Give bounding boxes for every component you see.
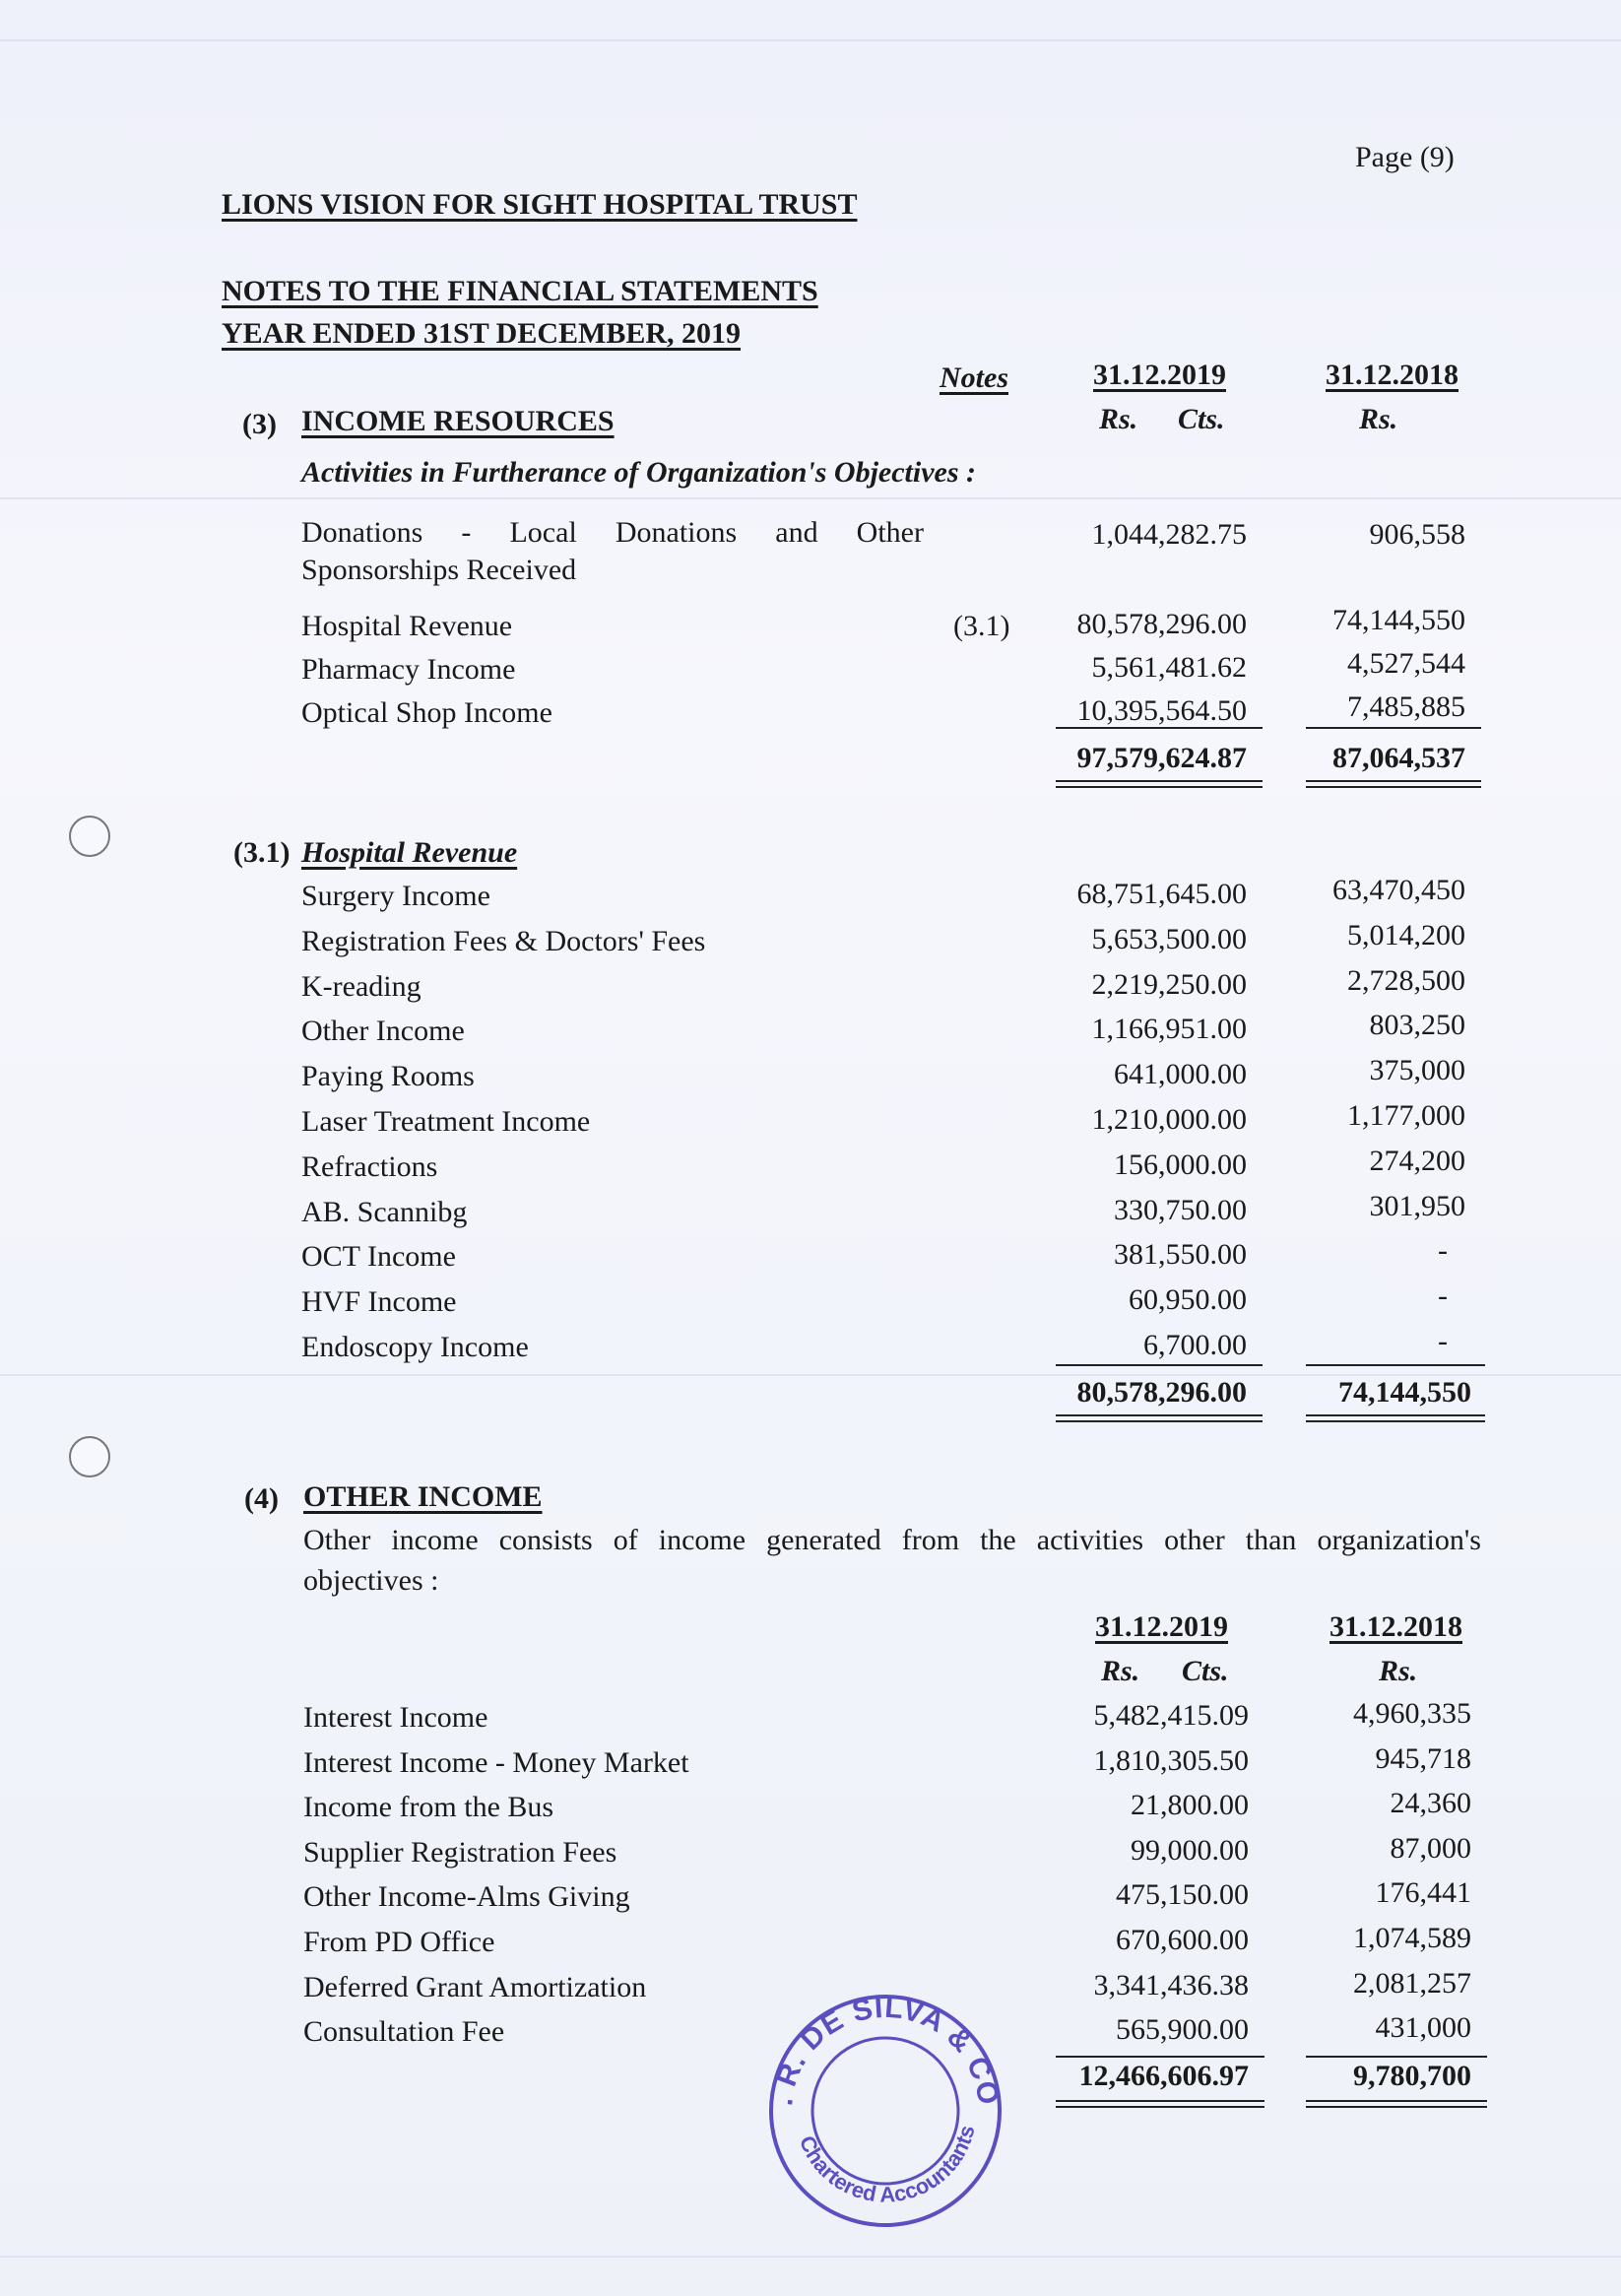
hospital-revenue-value-2019: 6,700.00 <box>1143 1329 1247 1361</box>
section-subtitle: Activities in Furtherance of Organization's Objectives : <box>301 456 977 489</box>
description-word: organization's <box>1317 1524 1481 1556</box>
notes-column-header: Notes <box>940 361 1008 394</box>
other-income-value-2018: 87,000 <box>1390 1831 1471 1865</box>
other-income-value-2019: 565,900.00 <box>1116 2013 1249 2047</box>
description-word: income <box>391 1524 479 1556</box>
other-income-row-label: Consultation Fee <box>303 2015 505 2049</box>
total-double-rule-2018 <box>1306 1414 1485 1422</box>
total-double-rule-2019 <box>1056 1414 1263 1422</box>
other-income-value-2018: 2,081,257 <box>1353 1966 1471 2000</box>
currency-header-2019: Rs. <box>1099 403 1138 435</box>
description-word: generated <box>766 1524 881 1556</box>
donations-word: Other <box>856 516 924 549</box>
description-word: consists <box>498 1524 593 1556</box>
hospital-revenue-row-label: Paying Rooms <box>301 1060 475 1093</box>
income-row-label: Optical Shop Income <box>301 696 552 729</box>
section3-total-2018: 87,064,537 <box>1332 742 1465 774</box>
hospital-revenue-value-2018: - <box>1438 1325 1448 1357</box>
hospital-revenue-value-2019: 330,750.00 <box>1114 1193 1247 1226</box>
other-income-value-2018: 1,074,589 <box>1353 1922 1471 1954</box>
other-income-row-label: Interest Income <box>303 1701 488 1734</box>
hospital-revenue-value-2018: 63,470,450 <box>1332 874 1465 906</box>
hospital-revenue-value-2019: 2,219,250.00 <box>1091 967 1247 1001</box>
section-title: OTHER INCOME <box>303 1480 543 1513</box>
punch-hole-top <box>69 816 110 857</box>
page-number: Page (9) <box>1355 141 1455 173</box>
document-title: NOTES TO THE FINANCIAL STATEMENTS <box>222 275 818 307</box>
donations-value-2018: 906,558 <box>1369 518 1465 551</box>
section-number: (3) <box>242 408 277 440</box>
hospital-revenue-value-2019: 156,000.00 <box>1114 1148 1247 1181</box>
hospital-revenue-value-2019: 68,751,645.00 <box>1076 878 1247 910</box>
donations-value-2019: 1,044,282.75 <box>1091 518 1247 551</box>
other-income-row-label: Supplier Registration Fees <box>303 1835 617 1869</box>
section-number: (4) <box>244 1482 279 1515</box>
section31-total-2019: 80,578,296.00 <box>1076 1376 1247 1409</box>
description-word: income <box>658 1524 746 1556</box>
organization-name: LIONS VISION FOR SIGHT HOSPITAL TRUST <box>222 188 858 221</box>
donations-word: Local <box>509 516 577 549</box>
other-income-value-2018: 945,718 <box>1375 1741 1471 1775</box>
subsection-title: Hospital Revenue <box>301 836 518 869</box>
subsection-number: (3.1) <box>233 836 291 869</box>
hospital-revenue-row-label: OCT Income <box>301 1240 456 1274</box>
svg-text:Chartered Accountants: Chartered Accountants <box>794 2123 980 2207</box>
other-income-value-2019: 3,341,436.38 <box>1093 1968 1249 2001</box>
other-income-value-2018: 431,000 <box>1375 2011 1471 2045</box>
other-income-value-2019: 99,000.00 <box>1131 1833 1249 1867</box>
income-row-label: Hospital Revenue <box>301 610 513 642</box>
subtotal-rule-2019 <box>1056 1364 1263 1366</box>
income-row-value-2019: 80,578,296.00 <box>1076 608 1247 640</box>
subtotal-rule-2018 <box>1306 1364 1485 1366</box>
hospital-revenue-value-2019: 641,000.00 <box>1114 1058 1247 1091</box>
hospital-revenue-row-label: HVF Income <box>301 1285 457 1319</box>
hospital-revenue-row-label: Laser Treatment Income <box>301 1105 591 1138</box>
description-word: than <box>1245 1524 1297 1556</box>
other-income-value-2018: 4,960,335 <box>1353 1697 1471 1730</box>
other-income-row-label: From PD Office <box>303 1926 495 1958</box>
hospital-revenue-value-2019: 381,550.00 <box>1114 1238 1247 1272</box>
other-income-row-label: Deferred Grant Amortization <box>303 1970 647 2003</box>
section4-total-2019: 12,466,606.97 <box>1078 2060 1249 2092</box>
total-double-rule-2019 <box>1056 780 1263 788</box>
donations-label-line1 <box>301 515 924 551</box>
description-word: activities <box>1036 1524 1144 1556</box>
income-row-label: Pharmacy Income <box>301 653 516 686</box>
other-income-value-2019: 21,800.00 <box>1131 1789 1249 1822</box>
income-row-value-2019: 10,395,564.50 <box>1076 694 1247 727</box>
section3-total-2019: 97,579,624.87 <box>1076 742 1247 774</box>
hospital-revenue-row-label: Other Income <box>301 1015 465 1048</box>
subtotal-rule-2019 <box>1056 2056 1264 2058</box>
donations-label-line2: Sponsorships Received <box>301 554 577 586</box>
description-word: from <box>901 1524 960 1556</box>
description-word: Other <box>303 1524 371 1556</box>
hospital-revenue-value-2018: 274,200 <box>1369 1144 1465 1177</box>
total-double-rule-2019 <box>1056 2100 1264 2108</box>
cents-header-2019: Cts. <box>1182 1655 1229 1687</box>
hospital-revenue-value-2018: 1,177,000 <box>1347 1099 1465 1132</box>
section4-description-line2: objectives : <box>303 1564 439 1597</box>
other-income-row-label: Income from the Bus <box>303 1791 554 1824</box>
section-title: INCOME RESOURCES <box>301 405 615 437</box>
auditor-stamp <box>758 1984 1012 2238</box>
donations-word: and <box>775 516 818 549</box>
hospital-revenue-row-label: K-reading <box>301 969 421 1003</box>
svg-text:B. R. DE SILVA & CO.: B. R. DE SILVA & CO. <box>757 1983 1005 2108</box>
hospital-revenue-value-2019: 1,210,000.00 <box>1091 1103 1247 1136</box>
punch-hole-bottom <box>69 1436 110 1477</box>
hospital-revenue-value-2018: 301,950 <box>1369 1189 1465 1222</box>
description-word: the <box>980 1524 1016 1556</box>
hospital-revenue-row-label: Refractions <box>301 1149 438 1183</box>
section4-description-line1 <box>303 1523 1481 1558</box>
subtotal-rule-2018 <box>1306 727 1481 729</box>
hospital-revenue-row-label: Surgery Income <box>301 880 490 912</box>
donations-word: Donations <box>615 516 738 549</box>
year-2018-header: 31.12.2018 <box>1329 1610 1462 1643</box>
subtotal-rule-2018 <box>1306 2056 1487 2058</box>
currency-header-2018: Rs. <box>1379 1655 1418 1687</box>
donations-word: Donations <box>301 516 423 549</box>
currency-header-2018: Rs. <box>1359 403 1398 435</box>
other-income-value-2019: 475,150.00 <box>1116 1878 1249 1912</box>
hospital-revenue-value-2019: 1,166,951.00 <box>1091 1013 1247 1046</box>
section4-total-2018: 9,780,700 <box>1353 2060 1471 2092</box>
year-2019-header: 31.12.2019 <box>1093 359 1226 391</box>
note-reference: (3.1) <box>953 610 1010 642</box>
other-income-value-2018: 24,360 <box>1390 1787 1471 1820</box>
hospital-revenue-value-2019: 60,950.00 <box>1129 1283 1247 1317</box>
other-income-value-2018: 176,441 <box>1375 1876 1471 1910</box>
income-row-value-2018: 74,144,550 <box>1332 604 1465 636</box>
section31-total-2018: 74,144,550 <box>1338 1376 1471 1409</box>
hospital-revenue-value-2018: 375,000 <box>1369 1054 1465 1087</box>
hospital-revenue-row-label: Registration Fees & Doctors' Fees <box>301 924 706 957</box>
document-period: YEAR ENDED 31ST DECEMBER, 2019 <box>222 317 742 350</box>
hospital-revenue-value-2019: 5,653,500.00 <box>1091 922 1247 955</box>
total-double-rule-2018 <box>1306 780 1481 788</box>
income-row-value-2018: 4,527,544 <box>1347 647 1465 680</box>
year-2018-header: 31.12.2018 <box>1326 359 1459 391</box>
currency-header-2019: Rs. <box>1101 1655 1140 1687</box>
description-word: of <box>613 1524 638 1556</box>
hospital-revenue-value-2018: 2,728,500 <box>1347 963 1465 997</box>
hospital-revenue-value-2018: - <box>1438 1279 1448 1313</box>
hospital-revenue-row-label: AB. Scannibg <box>301 1195 468 1228</box>
hospital-revenue-value-2018: 5,014,200 <box>1347 918 1465 951</box>
description-word: other <box>1164 1524 1225 1556</box>
other-income-row-label: Interest Income - Money Market <box>303 1745 689 1779</box>
hospital-revenue-value-2018: - <box>1438 1234 1448 1268</box>
income-row-value-2018: 7,485,885 <box>1347 690 1465 723</box>
income-row-value-2019: 5,561,481.62 <box>1091 651 1247 684</box>
stamp-seal-icon <box>758 1984 1012 2238</box>
year-2019-header: 31.12.2019 <box>1095 1610 1228 1643</box>
hospital-revenue-row-label: Endoscopy Income <box>301 1331 529 1363</box>
other-income-value-2019: 5,482,415.09 <box>1093 1699 1249 1732</box>
donations-word: - <box>461 516 472 549</box>
subtotal-rule-2019 <box>1056 727 1263 729</box>
other-income-value-2019: 1,810,305.50 <box>1093 1743 1249 1777</box>
other-income-value-2019: 670,600.00 <box>1116 1924 1249 1956</box>
hospital-revenue-value-2018: 803,250 <box>1369 1009 1465 1042</box>
total-double-rule-2018 <box>1306 2100 1487 2108</box>
cents-header-2019: Cts. <box>1178 403 1225 435</box>
other-income-row-label: Other Income-Alms Giving <box>303 1880 630 1914</box>
